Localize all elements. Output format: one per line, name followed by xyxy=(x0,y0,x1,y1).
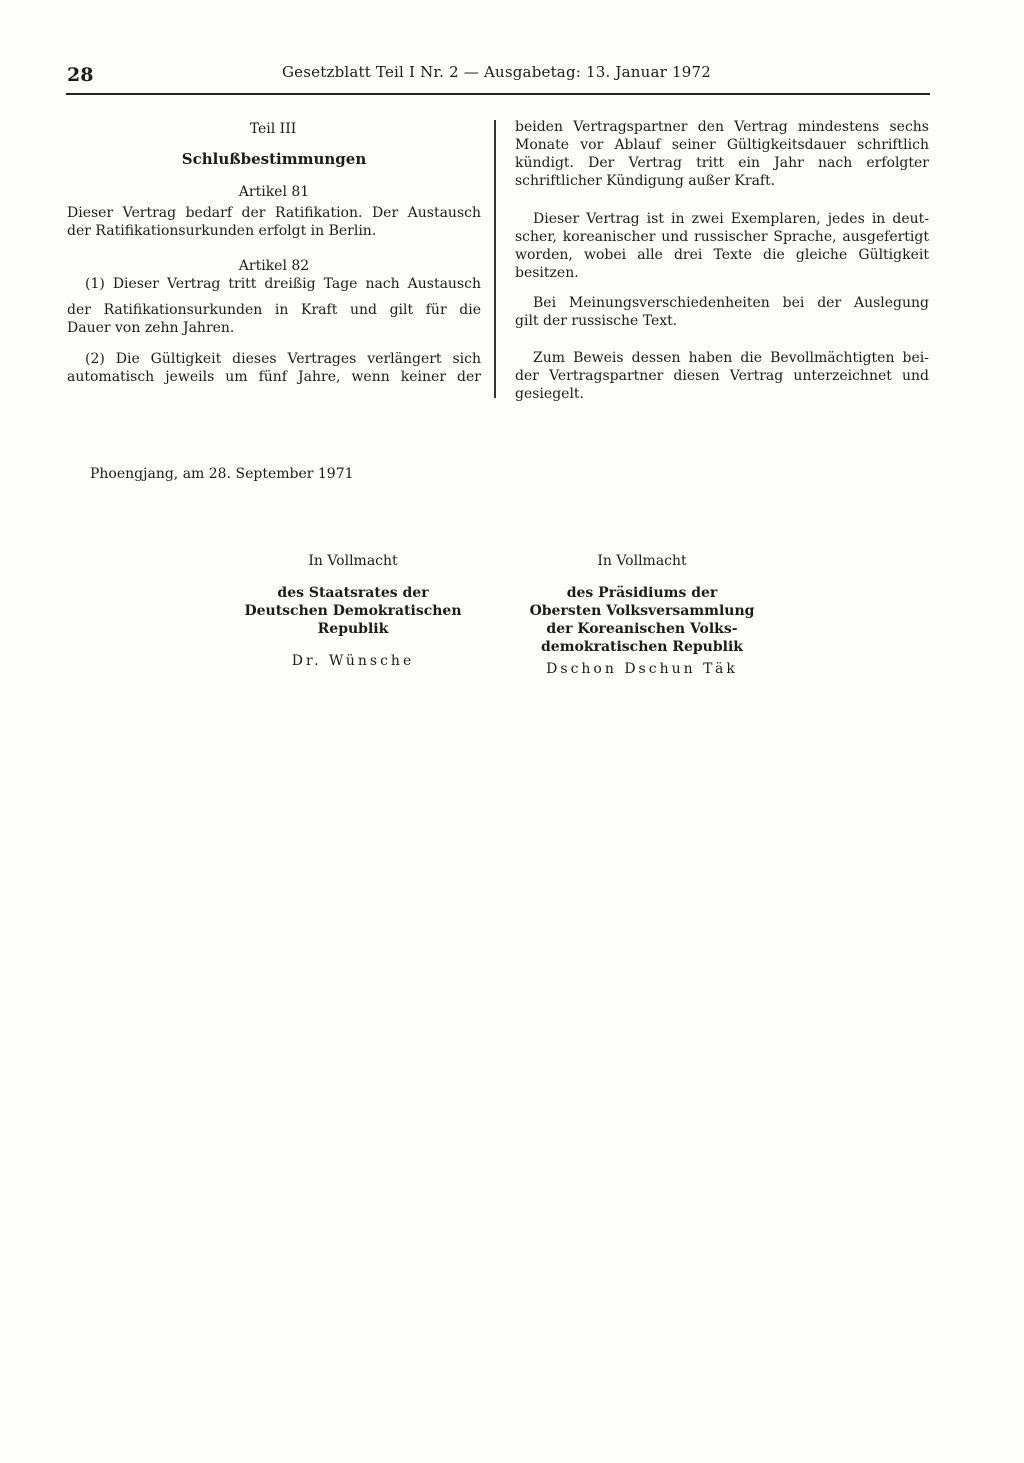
signatory-name: Dschon Dschun Täk xyxy=(546,661,738,677)
right-para-1 xyxy=(515,118,929,190)
text-line: der Ratifikationsurkunden erfolgt in Berlin. xyxy=(67,223,377,239)
header-rule xyxy=(66,93,930,95)
signature-label: In Vollmacht xyxy=(597,553,687,569)
authority-line: des Staatsrates der xyxy=(277,585,429,601)
text-line: der Ratifikationsurkunden in Kraft und gilt für die xyxy=(67,302,481,318)
text-line: gesiegelt. xyxy=(515,386,584,402)
signature-authority xyxy=(517,584,767,656)
signatory-name: Dr. Wünsche xyxy=(291,653,415,669)
signature-authority xyxy=(228,584,478,638)
text-line: Bei Meinungsverschiedenheiten bei der Auslegung xyxy=(533,295,929,311)
text-line: beiden Vertragspartner den Vertrag mindestens sechs xyxy=(515,119,929,135)
text-line: kündigt. Der Vertrag tritt ein Jahr nach erfolgter xyxy=(515,155,929,171)
left-column xyxy=(67,118,481,386)
signature-block-right xyxy=(517,552,767,678)
signature-label: In Vollmacht xyxy=(308,553,398,569)
article-81-text xyxy=(67,204,481,240)
authority-line: Deutschen Demokratischen xyxy=(244,603,462,619)
text-line: besitzen. xyxy=(515,265,579,281)
place-date: Phoengjang, am 28. September 1971 xyxy=(90,466,354,482)
page-number: 28 xyxy=(67,64,94,86)
authority-line: des Präsidiums der xyxy=(566,585,718,601)
text-line: Monate vor Ablauf seiner Gültigkeitsdauer schriftlich xyxy=(515,137,929,153)
right-para-3 xyxy=(515,294,929,330)
part-label: Teil III xyxy=(249,121,297,137)
right-column xyxy=(515,118,929,403)
article-82-title: Artikel 82 xyxy=(238,258,310,274)
article-82-para-1 xyxy=(67,275,481,337)
text-line: scher, koreanischer und russischer Sprache, ausgefertigt xyxy=(515,229,929,245)
text-line: gilt der russische Text. xyxy=(515,313,678,329)
text-line: (1) Dieser Vertrag tritt dreißig Tage nach Austausch xyxy=(85,276,481,292)
signature-block-left xyxy=(228,552,478,670)
section-title: Schlußbestimmungen xyxy=(181,150,367,168)
text-line: Zum Beweis dessen haben die Bevollmächtigten bei- xyxy=(533,350,929,366)
text-line: (2) Die Gültigkeit dieses Vertrages verlängert sich xyxy=(85,351,481,367)
text-line: der Vertragspartner diesen Vertrag unterzeichnet und xyxy=(515,368,929,384)
column-rule xyxy=(494,120,496,398)
authority-line: der Koreanischen Volks- xyxy=(546,621,738,637)
authority-line: Republik xyxy=(317,621,389,637)
authority-line: Obersten Volksversammlung xyxy=(529,603,755,619)
text-line: Dieser Vertrag ist in zwei Exemplaren, jedes in deut- xyxy=(533,211,929,227)
text-line: Dauer von zehn Jahren. xyxy=(67,320,235,336)
text-line: worden, wobei alle drei Texte die gleiche Gültigkeit xyxy=(515,247,929,263)
right-para-4 xyxy=(515,349,929,403)
text-line: schriftlicher Kündigung außer Kraft. xyxy=(515,173,776,189)
article-81-title: Artikel 81 xyxy=(238,184,310,200)
article-82-para-2 xyxy=(67,350,481,386)
text-line: automatisch jeweils um fünf Jahre, wenn keiner der xyxy=(67,369,481,385)
right-para-2 xyxy=(515,210,929,282)
running-head: Gesetzblatt Teil I Nr. 2 — Ausgabetag: 13. Januar 1972 xyxy=(282,63,711,81)
text-line: Dieser Vertrag bedarf der Ratifikation. Der Austausch xyxy=(67,205,481,221)
authority-line: demokratischen Republik xyxy=(541,639,743,655)
